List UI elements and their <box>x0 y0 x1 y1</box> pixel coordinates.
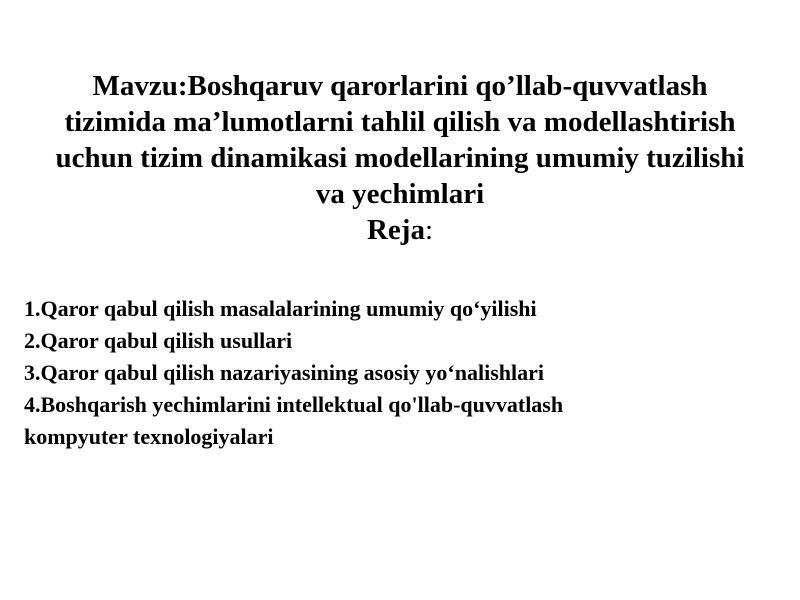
title-line-2: tizimida ma’lumotlarni tahlil qilish va modellashtirish <box>64 106 736 138</box>
slide-title <box>12 68 788 248</box>
plan-heading-label: Reja <box>366 214 425 246</box>
plan-item-1: 1.Qaror qabul qilish masalalarining umumiy qo‘yilishi <box>24 296 537 321</box>
plan-item-3: 3.Qaror qabul qilish nazariyasining asosiy yo‘nalishlari <box>24 360 544 385</box>
plan-heading-colon: : <box>424 214 434 246</box>
title-line-4: va yechimlari <box>315 178 485 210</box>
title-line-1: Mavzu:Boshqaruv qarorlarini qo’llab-quvvatlash <box>92 70 708 102</box>
plan-item-4-continuation: kompyuter texnologiyalari <box>24 424 274 449</box>
plan-list <box>24 293 780 453</box>
plan-heading <box>12 212 788 248</box>
plan-item-4: 4.Boshqarish yechimlarini intellektual qo'llab-quvvatlash <box>24 392 564 417</box>
title-line-3: uchun tizim dinamikasi modellarining umumiy tuzilishi <box>55 142 745 174</box>
plan-item-2: 2.Qaror qabul qilish usullari <box>24 328 293 353</box>
